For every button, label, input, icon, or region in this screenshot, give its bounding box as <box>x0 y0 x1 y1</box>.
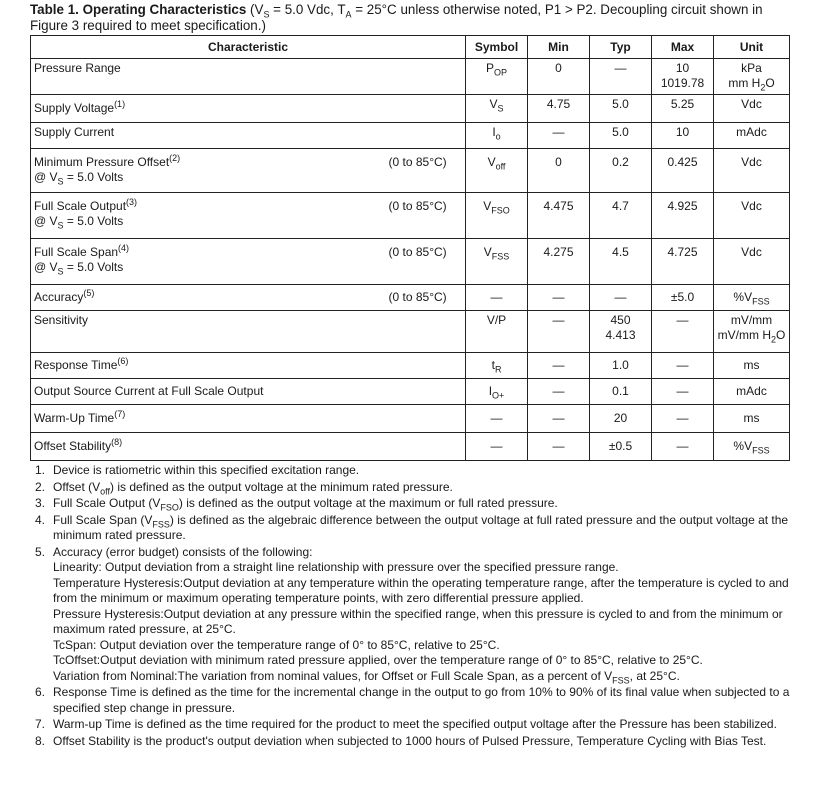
footnote-text: Response Time is defined as the time for the incremental change in the output to go from 10% to 90% of its final value when subjected to a specified step change in pressure. <box>53 685 790 715</box>
cell-characteristic: Response Time$^{(6)}$ <box>31 353 386 379</box>
footnote-5-linearity: Linearity: Output deviation from a straight line relationship with pressure over the specified pressure range. <box>53 560 619 574</box>
cell-max: 4.925 <box>652 193 714 239</box>
cell-min: 0 <box>528 149 590 193</box>
footnotes <box>30 463 792 749</box>
cell-condition <box>386 405 466 433</box>
cell-max: 0.425 <box>652 149 714 193</box>
table-row <box>31 353 790 379</box>
cell-symbol: $I_o$ <box>466 123 528 149</box>
cell-symbol: $t_R$ <box>466 353 528 379</box>
cell-condition <box>386 353 466 379</box>
cell-characteristic: Supply Voltage$^{(1)}$ <box>31 95 386 123</box>
cell-unit: kPa mm $H_2O$ <box>714 59 790 95</box>
header-max: Max <box>652 36 714 59</box>
footnote-5-tcoffset: TcOffset:Output deviation with minimum rated pressure applied, over the temperature range of 0° to 85°C, relative to 25°C. <box>53 653 703 667</box>
cell-characteristic: Supply Current <box>31 123 386 149</box>
cell-characteristic: Sensitivity <box>31 311 386 353</box>
cell-characteristic: Full Scale Span$^{(4)}$ @ $V_S = 5.0$ Volts <box>31 239 386 285</box>
footnote-4: 4. Full Scale Span $(V_{FSS})$ is defined as the algebraic difference between the output voltage at full rated pressure and the output voltage at the minimum rated pressure. <box>35 512 789 542</box>
cell-unit: Vdc <box>714 193 790 239</box>
cell-typ: 450 4.413 <box>590 311 652 353</box>
cell-typ: 0.2 <box>590 149 652 193</box>
cell-symbol: V/P <box>466 311 528 353</box>
cell-condition <box>386 123 466 149</box>
cell-condition <box>386 311 466 353</box>
table-title-rest: unless otherwise noted, P1 > P2. Decoupling circuit shown in <box>400 2 763 17</box>
cell-symbol: — <box>466 285 528 311</box>
cell-typ: 0.1 <box>590 379 652 405</box>
cell-unit: $\%V_{FSS}$ <box>714 433 790 461</box>
cell-unit: mAdc <box>714 379 790 405</box>
cell-min: — <box>528 379 590 405</box>
cell-characteristic: Offset Stability$^{(8)}$ <box>31 433 386 461</box>
cell-symbol: $I_{O+}$ <box>466 379 528 405</box>
cell-condition: (0 to 85°C) <box>386 239 466 285</box>
footnote-text: Device is ratiometric within this specified excitation range. <box>53 463 360 477</box>
cell-max: — <box>652 433 714 461</box>
cell-typ: 5.0 <box>590 123 652 149</box>
table-row <box>31 59 790 95</box>
cell-symbol: $V_S$ <box>466 95 528 123</box>
table-row <box>31 239 790 285</box>
header-symbol: Symbol <box>466 36 528 59</box>
cell-max: ±5.0 <box>652 285 714 311</box>
cell-typ: — <box>590 285 652 311</box>
cell-unit: ms <box>714 405 790 433</box>
cell-max: — <box>652 379 714 405</box>
cell-condition: (0 to 85°C) <box>386 149 466 193</box>
cell-condition <box>386 59 466 95</box>
cell-typ: 1.0 <box>590 353 652 379</box>
footnote-8: 8. Offset Stability is the product's output deviation when subjected to 1000 hours of Pulsed Pressure, Temperature Cycling with Bias Test. <box>35 733 767 748</box>
cell-condition <box>386 433 466 461</box>
cell-min: 0 <box>528 59 590 95</box>
table-title-line2: Figure 3 required to meet specification.) <box>30 18 266 33</box>
cell-max: 4.725 <box>652 239 714 285</box>
cell-symbol: — <box>466 433 528 461</box>
footnote-7: 7. Warm-up Time is defined as the time required for the product to meet the specified output voltage after the Pressure has been stabilized. <box>35 717 777 731</box>
footnote-text: Warm-up Time is defined as the time required for the product to meet the specified output voltage after the Pressure has been stabilized. <box>53 717 777 731</box>
cell-min: 4.275 <box>528 239 590 285</box>
footnote-5-temperature-hysteresis: Temperature Hysteresis:Output deviation at any temperature within the operating temperature range, after the temperature is cycled to and from the minimum or maximum operating temperature points, with zero differential pressure applied. <box>53 575 789 605</box>
cell-typ: 20 <box>590 405 652 433</box>
table-title: Table 1. Operating Characteristics ($V_S = 5.0$ Vdc, $T_A = 25^\circ C$ unless otherwise noted, P1 > P2. Decoupling circuit shown in Figure 3 required to meet specification.) <box>30 2 763 33</box>
cell-min: — <box>528 311 590 353</box>
cell-characteristic: Accuracy$^{(5)}$ <box>31 285 386 311</box>
cell-typ: 4.5 <box>590 239 652 285</box>
header-unit: Unit <box>714 36 790 59</box>
cell-unit: mAdc <box>714 123 790 149</box>
cell-unit: Vdc <box>714 95 790 123</box>
cell-symbol: $P_{OP}$ <box>466 59 528 95</box>
cell-min: — <box>528 123 590 149</box>
footnote-3: 3. Full Scale Output $(V_{FSO})$ is defined as the output voltage at the maximum or full rated pressure. <box>35 496 558 513</box>
cell-symbol: — <box>466 405 528 433</box>
footnote-5-tcspan: TcSpan: Output deviation over the temperature range of 0° to 85°C, relative to 25°C. <box>53 637 500 652</box>
cell-condition <box>386 95 466 123</box>
cell-characteristic: Minimum Pressure Offset$^{(2)}$ @ $V_S = 5.0$ Volts <box>31 149 386 193</box>
footnote-2: 2. Offset $(V_{off})$ is defined as the output voltage at the minimum rated pressure. <box>35 479 453 496</box>
table-row <box>31 123 790 149</box>
cell-characteristic: Pressure Range <box>31 59 386 95</box>
table-row <box>31 433 790 461</box>
table-row <box>31 95 790 123</box>
footnote-1: 1. Device is ratiometric within this specified excitation range. <box>35 463 360 477</box>
cell-characteristic: Warm-Up Time$^{(7)}$ <box>31 405 386 433</box>
cell-typ: — <box>590 59 652 95</box>
table-row <box>31 193 790 239</box>
table-title-bold: Table 1. Operating Characteristics <box>30 2 247 17</box>
header-characteristic: Characteristic <box>31 36 466 59</box>
cell-min: — <box>528 285 590 311</box>
cell-symbol: $V_{FSS}$ <box>466 239 528 285</box>
footnote-5-variation: Variation from Nominal:The variation from nominal values, for Offset or Full Scale Span, as a percent of $V_{FSS}$, at 25°C. <box>53 668 680 685</box>
cell-condition <box>386 379 466 405</box>
cell-characteristic: Output Source Current at Full Scale Output <box>31 379 386 405</box>
cell-min: 4.475 <box>528 193 590 239</box>
operating-characteristics-table <box>30 35 790 461</box>
footnote-5: 5. Accuracy (error budget) consists of the following: Linearity: Output deviation from a straight line relationship with pressure over the specified pressure range. Temperature Hysteresis:Output deviation at any temperature within the operating temperature range, after the temperature is cycled to and from the minimum or maximum operating temperature points, with zero differential pressure applied. Pressure Hysteresis:Output deviation at any pressure within the specified range, when this pressure is cycled to and from the minimum or maximum rated pressure, at 25°C. TcSpan: Output deviation over the temperature range of 0° to 85°C, relative to 25°C. TcOffset:Output deviation with minimum rated pressure applied, over the temperature range of 0° to 85°C, relative to 25°C. Variation from Nominal:The variation from nominal values, for Offset or Full Scale Span, as a percent of $V_{FSS}$, at 25°C. <box>30 545 792 685</box>
cell-min: 4.75 <box>528 95 590 123</box>
header-min: Min <box>528 36 590 59</box>
table-row <box>31 149 790 193</box>
cell-min: — <box>528 433 590 461</box>
table-row <box>31 379 790 405</box>
cell-min: — <box>528 405 590 433</box>
cell-characteristic: Full Scale Output$^{(3)}$ @ $V_S = 5.0$ Volts <box>31 193 386 239</box>
footnote-6: 6. Response Time is defined as the time for the incremental change in the output to go from 10% to 90% of its final value when subjected to a specified step change in pressure. <box>35 685 790 715</box>
cell-min: — <box>528 353 590 379</box>
cell-unit: Vdc <box>714 239 790 285</box>
cell-typ: ±0.5 <box>590 433 652 461</box>
table-row <box>31 311 790 353</box>
cell-symbol: $V_{off}$ <box>466 149 528 193</box>
footnote-5-pressure-hysteresis: Pressure Hysteresis:Output deviation at any pressure within the specified range, when this pressure is cycled to and from the minimum or maximum rated pressure, at 25°C. <box>53 606 783 636</box>
cell-condition: (0 to 85°C) <box>386 285 466 311</box>
cell-unit: Vdc <box>714 149 790 193</box>
table-header-row <box>31 36 790 59</box>
header-typ: Typ <box>590 36 652 59</box>
cell-unit: $\%V_{FSS}$ <box>714 285 790 311</box>
cell-max: — <box>652 353 714 379</box>
cell-max: 10 <box>652 123 714 149</box>
cell-max: 5.25 <box>652 95 714 123</box>
cell-max: 10 1019.78 <box>652 59 714 95</box>
cell-typ: 4.7 <box>590 193 652 239</box>
cell-typ: 5.0 <box>590 95 652 123</box>
table-row <box>31 405 790 433</box>
cell-max: — <box>652 405 714 433</box>
cell-symbol: $V_{FSO}$ <box>466 193 528 239</box>
table-row <box>31 285 790 311</box>
cell-unit: mV/mm mV/mm $H_2O$ <box>714 311 790 353</box>
cell-condition: (0 to 85°C) <box>386 193 466 239</box>
cell-unit: ms <box>714 353 790 379</box>
footnote-text: Offset Stability is the product's output deviation when subjected to 1000 hours of Pulsed Pressure, Temperature Cycling with Bias Test. <box>53 733 767 748</box>
cell-max: — <box>652 311 714 353</box>
footnote-text: Accuracy (error budget) consists of the following: <box>53 544 313 559</box>
